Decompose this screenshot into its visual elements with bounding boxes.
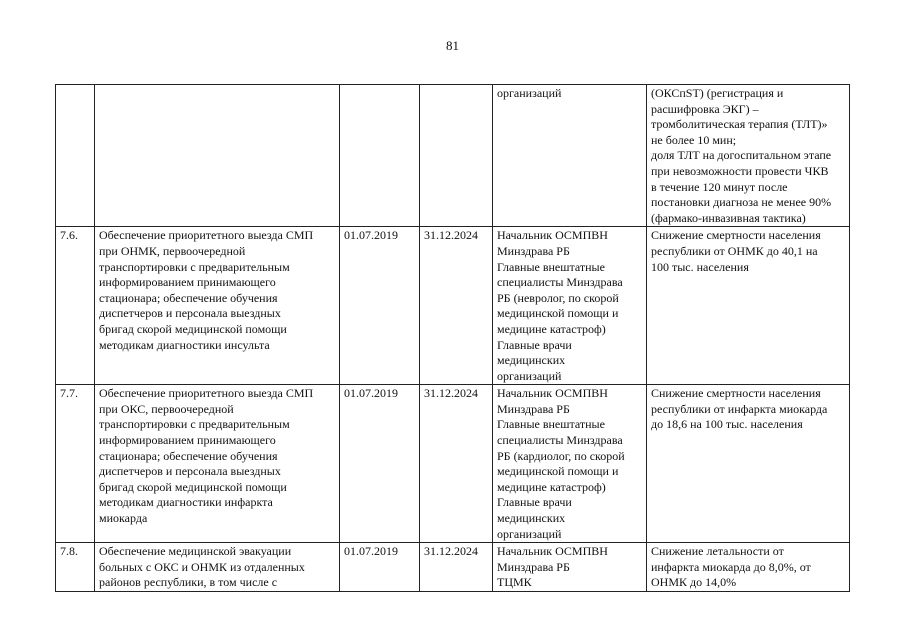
responsible-cell: организаций [493, 85, 647, 227]
measure-cell: Обеспечение приоритетного выезда СМП при ОКС, первоочередной транспортировки с предварительным информированием принимающего стационара; обеспечение обучения диспетчеров и персонала выездных бригад скорой медицинской помощи методикам диагностики инфаркта миокарда [95, 385, 340, 543]
start-date-cell: 01.07.2019 [340, 227, 420, 385]
end-date-cell [420, 85, 493, 227]
item-number-cell [56, 85, 95, 227]
page-number: 81 [446, 38, 459, 53]
responsible-cell: Начальник ОСМПВН Минздрава РБ Главные внештатные специалисты Минздрава РБ (кардиолог, по скорой медицинской помощи и медицине катастроф) Главные врачи медицинских организаций [493, 385, 647, 543]
responsible-cell: Начальник ОСМПВН Минздрава РБ Главные внештатные специалисты Минздрава РБ (невролог, по скорой медицинской помощи и медицине катастроф) Главные врачи медицинских организаций [493, 227, 647, 385]
start-date-cell: 01.07.2019 [340, 385, 420, 543]
measure-cell: Обеспечение медицинской эвакуации больных с ОКС и ОНМК из отдаленных районов республики, в том числе с [95, 543, 340, 592]
result-cell: Снижение смертности населения республики от инфаркта миокарда до 18,6 на 100 тыс. населения [647, 385, 850, 543]
end-date-cell: 31.12.2024 [420, 543, 493, 592]
start-date-cell [340, 85, 420, 227]
item-number-cell: 7.8. [56, 543, 95, 592]
item-number-cell: 7.7. [56, 385, 95, 543]
table-row [56, 543, 850, 592]
table-row [56, 227, 850, 385]
result-cell: Снижение смертности населения республики от ОНМК до 40,1 на 100 тыс. населения [647, 227, 850, 385]
measure-cell [95, 85, 340, 227]
table-row [56, 385, 850, 543]
result-cell: Снижение летальности от инфаркта миокарда до 8,0%, от ОНМК до 14,0% [647, 543, 850, 592]
end-date-cell: 31.12.2024 [420, 227, 493, 385]
responsible-cell: Начальник ОСМПВН Минздрава РБ ТЦМК [493, 543, 647, 592]
table-row [56, 85, 850, 227]
result-cell: (ОКСпST) (регистрация и расшифровка ЭКГ) – тромболитическая терапия (ТЛТ)» не более 10 мин; доля ТЛТ на догоспитальном этапе при невозможности провести ЧКВ в течение 120 минут после постановки диагноза не менее 90% (фармако-инвазивная тактика) [647, 85, 850, 227]
start-date-cell: 01.07.2019 [340, 543, 420, 592]
measures-table [55, 84, 850, 592]
end-date-cell: 31.12.2024 [420, 385, 493, 543]
item-number-cell: 7.6. [56, 227, 95, 385]
measure-cell: Обеспечение приоритетного выезда СМП при ОНМК, первоочередной транспортировки с предварительным информированием принимающего стационара; обеспечение обучения диспетчеров и персонала выездных бригад скорой медицинской помощи методикам диагностики инсульта [95, 227, 340, 385]
